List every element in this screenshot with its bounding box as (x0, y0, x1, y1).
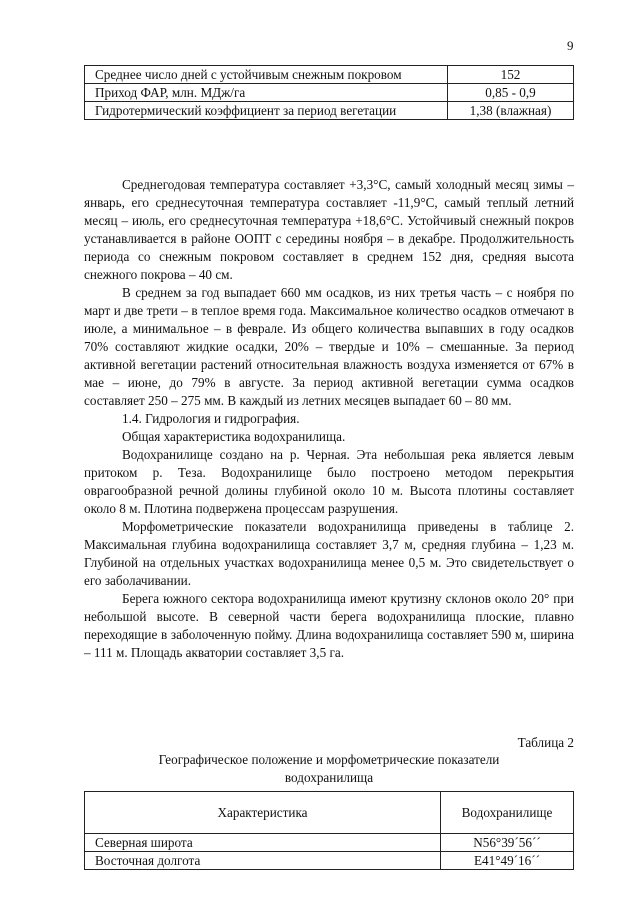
subsection-heading: Общая характеристика водохранилища. (122, 429, 346, 444)
table-cell-value: N56°39´56´´ (441, 834, 574, 852)
table-cell-label: Среднее число дней с устойчивым снежным покровом (85, 66, 448, 84)
table-cell-value: 0,85 - 0,9 (448, 84, 574, 102)
table-cell-label: Приход ФАР, млн. МДж/га (85, 84, 448, 102)
table-title-line: Географическое положение и морфометрические показатели (158, 752, 500, 767)
page-number: 9 (567, 38, 574, 53)
table-cell-value: 1,38 (влажная) (448, 102, 574, 120)
table-row (85, 102, 574, 120)
paragraph-morphometry: Морфометрические показатели водохранилища приведены в таблице 2. Максимальная глубина водохранилища составляет 3,7 м, средняя глубина – 1,23 м. Глубиной на отдельных участках водохранилища менее 0,5 м. Это свидетельствует о его заболачивании. (84, 519, 574, 588)
table-row (85, 66, 574, 84)
table-cell-value: 152 (448, 66, 574, 84)
table-cell-label: Северная широта (85, 834, 441, 852)
paragraph-climate: Среднегодовая температура составляет +3,3°С, самый холодный месяц зимы – январь, его среднесуточная температура составляет -11,9°С, самый теплый летний месяц – июль, его среднесуточная температура +18,6°С. Устойчивый снежный покров устанавливается в районе ООПТ с середины ноября – в декабре. Продолжительность периода со снежным покровом составляет в среднем 152 дня, средняя высота снежного покрова – 40 см. (84, 177, 574, 282)
climate-table (84, 65, 574, 120)
table-cell-value: E41°49´16´´ (441, 852, 574, 870)
table-header-row (85, 792, 574, 834)
paragraph-precipitation: В среднем за год выпадает 660 мм осадков, из них третья часть – с ноября по март и две трети – в теплое время года. Максимальное количество осадков отмечают в июле, а минимальное – в феврале. Из общего количества выпавших в году осадков 70% составляют жидкие осадки, 20% – твердые и 10% – смешанные. За период активной вегетации растений относительная влажность воздуха изменяется от 67% в мае – июне, до 79% в августе. За период активной вегетации сумма осадков составляет 250 – 275 мм. В каждый из летних месяцев выпадает 60 – 80 мм. (84, 285, 574, 408)
paragraph-shores: Берега южного сектора водохранилища имеют крутизну склонов около 20° при небольшой высоте. В северной части берега водохранилища плоские, плавно переходящие в заболоченную пойму. Длина водохранилища составляет 590 м, ширина – 111 м. Площадь акватории составляет 3,5 га. (84, 591, 574, 660)
table-caption: Таблица 2 (517, 735, 574, 750)
table-title (84, 751, 574, 787)
table-row (85, 852, 574, 870)
table-title-line: водохранилища (284, 770, 374, 785)
body-text (84, 176, 574, 662)
paragraph-reservoir: Водохранилище создано на р. Черная. Эта небольшая река является левым притоком р. Теза. Водохранилище было построено методом перекрытия оврагообразной речной долины глубиной около 10 м. Высота плотины составляет около 8 м. Плотина подвержена процессам разрушения. (84, 447, 574, 516)
morphometry-table (84, 791, 574, 870)
section-heading: 1.4. Гидрология и гидрография. (122, 411, 300, 426)
table-row (85, 834, 574, 852)
table-row (85, 84, 574, 102)
column-header: Характеристика (85, 792, 441, 834)
column-header: Водохранилище (441, 792, 574, 834)
table-cell-label: Восточная долгота (85, 852, 441, 870)
table-cell-label: Гидротермический коэффициент за период вегетации (85, 102, 448, 120)
